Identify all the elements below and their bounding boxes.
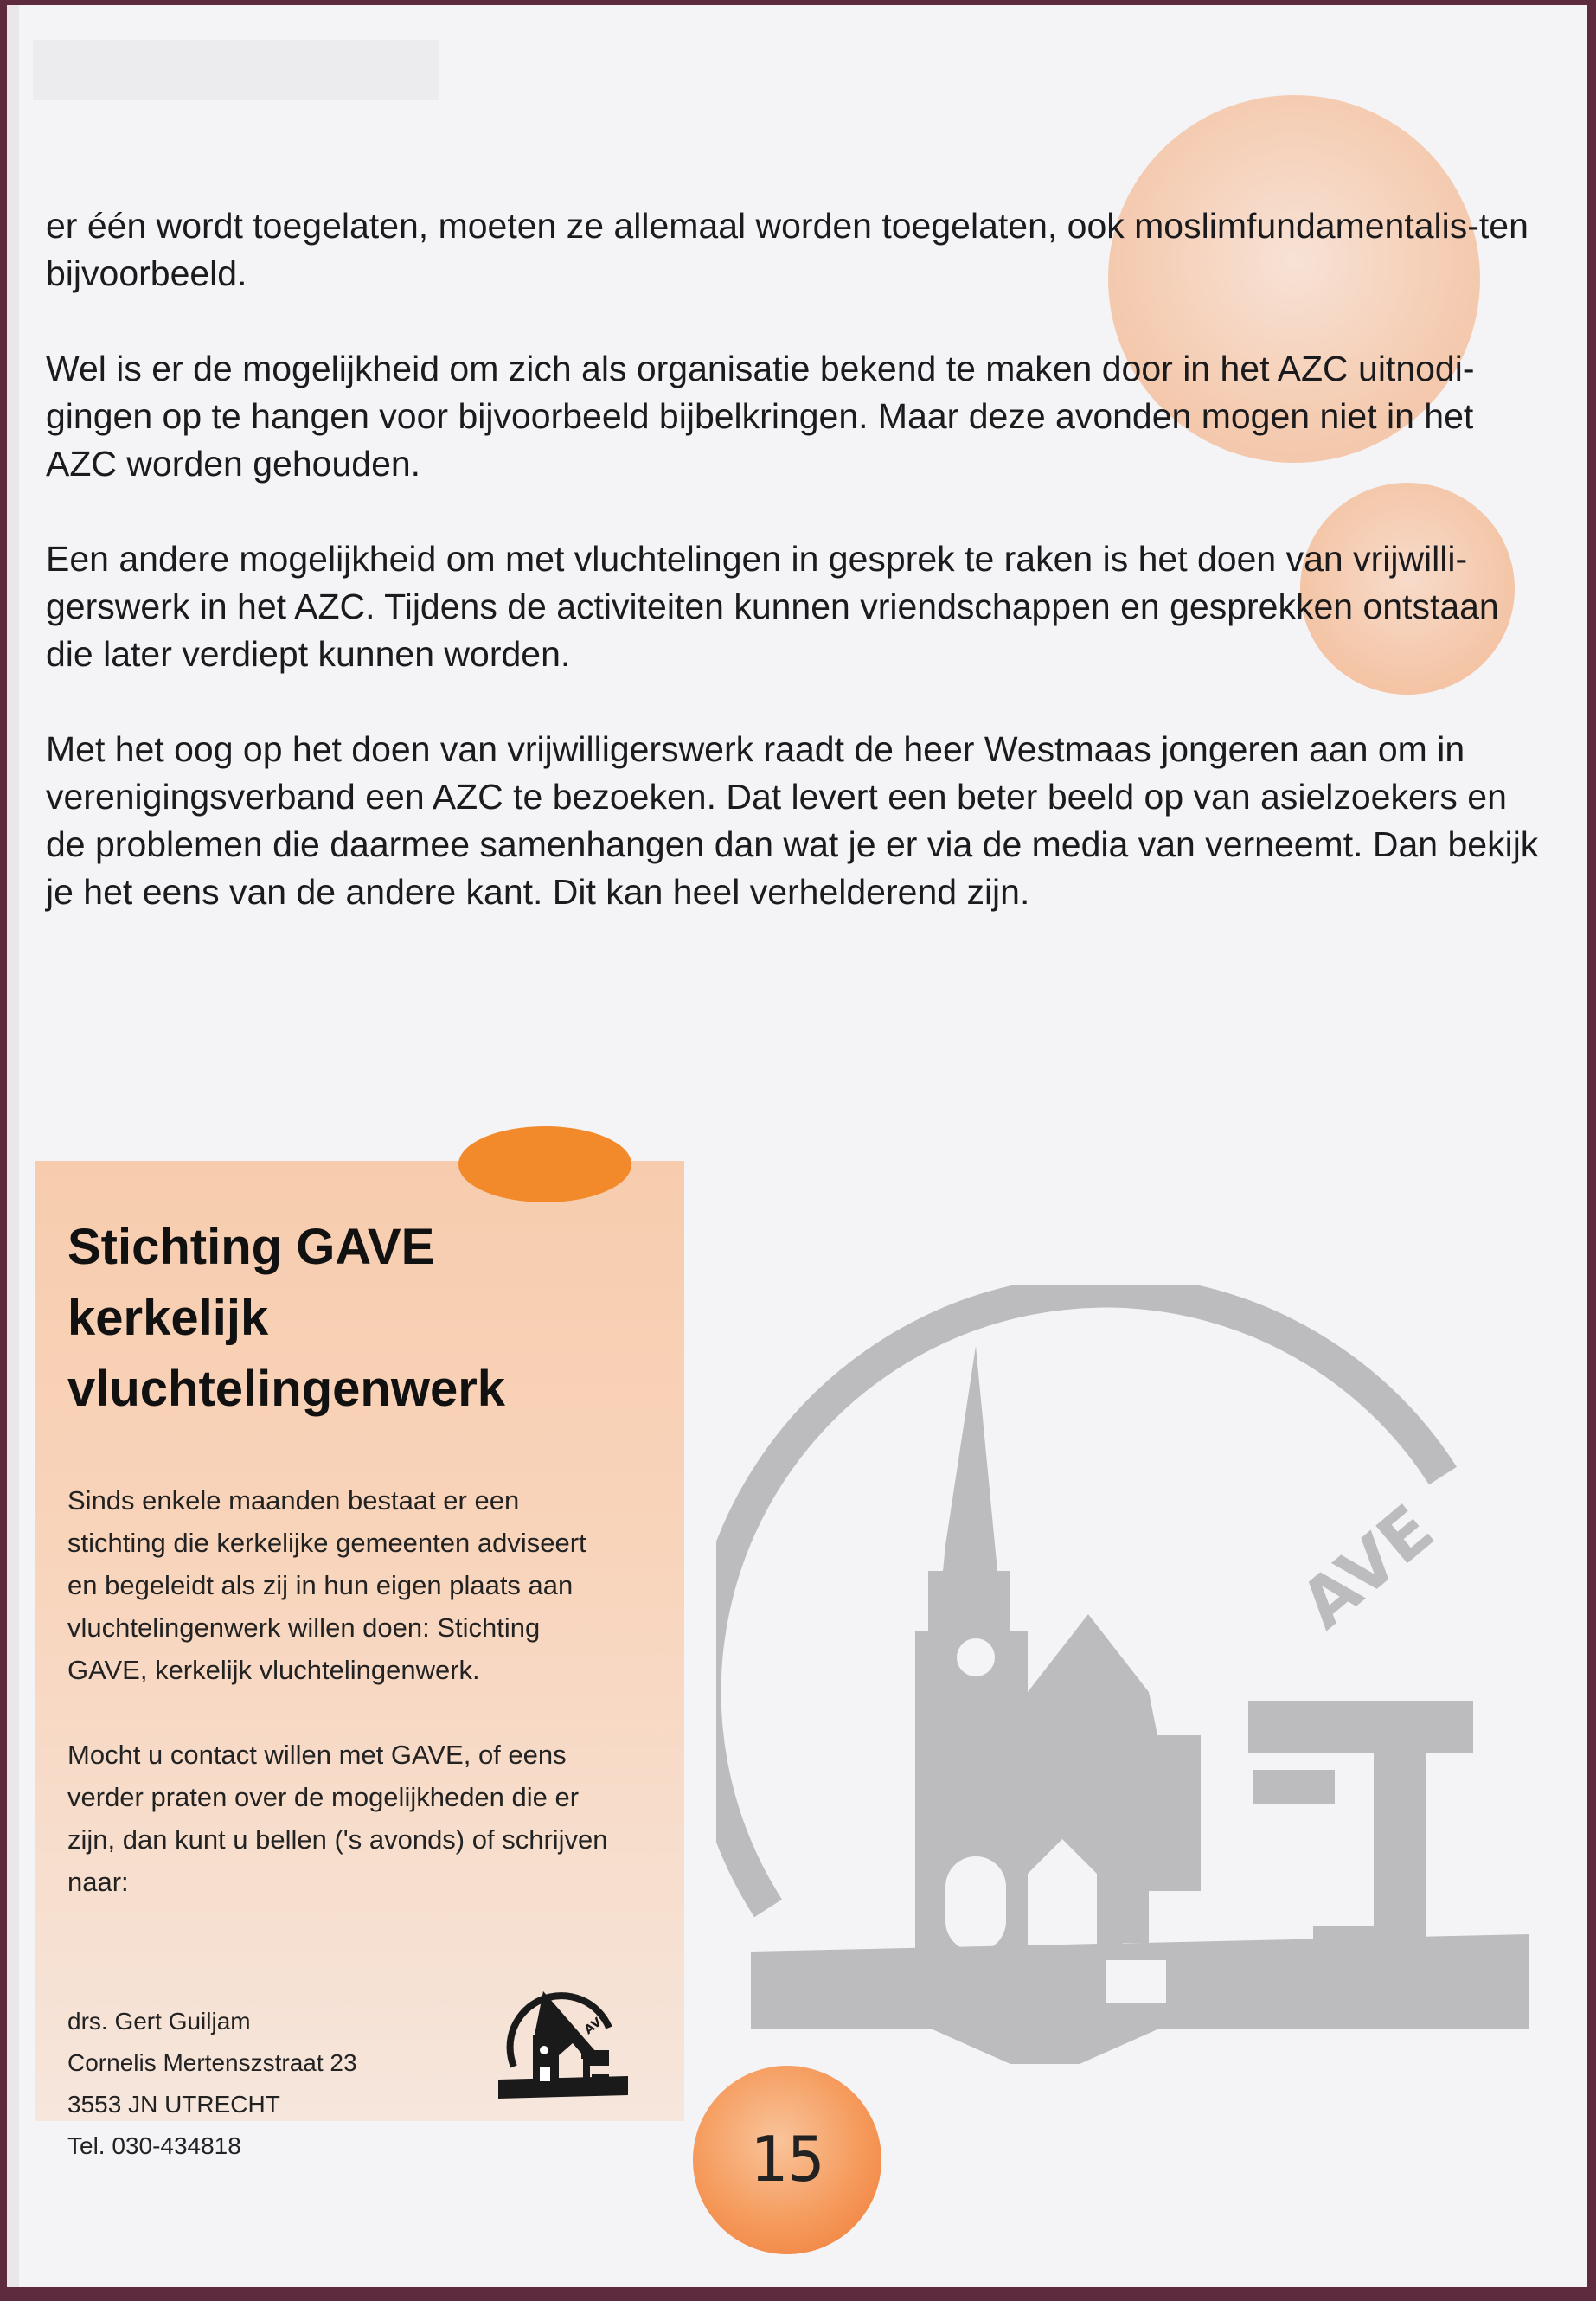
page-edge — [7, 5, 19, 2287]
page-number: 15 — [749, 2123, 825, 2195]
gave-logo-large-icon — [716, 1285, 1529, 2064]
body-paragraph: Een andere mogelijkheid om met vluchtelingen in gesprek te raken is het doen van vrijwilli-gerswerk in het AZC. Tijdens de activiteiten kunnen vriendschappen en gesprekken ontstaan die later verdiept kunnen worden. — [46, 539, 1499, 674]
mini-logo-text: AVE — [581, 2009, 612, 2038]
info-paragraph: Sinds enkele maanden bestaat er een stichting die kerkelijke gemeenten adviseert en begeleidt als zij in hun eigen plaats aan vluchtelingenwerk willen doen: Stichting GAVE, kerkelijk vluchtelingenwerk. — [67, 1485, 586, 1685]
title-line: kerkelijk — [67, 1290, 269, 1346]
info-box-text — [67, 1479, 621, 1945]
body-paragraph: Met het oog op het doen van vrijwilligerswerk raadt de heer Westmaas jongeren aan om in verenigingsverband een AZC te bezoeken. Dat levert een beter beeld op van asielzoekers en de problemen die daarmee samenhangen dan wat je er via de media van verneemt. Dan bekijk je het eens van de andere kant. Dit kan heel verhelderend zijn. — [46, 729, 1539, 912]
info-paragraph: Mocht u contact willen met GAVE, of eens verder praten over de mogelijkheden die er zijn, dan kunt u bellen ('s avonds) of schrijven naar: — [67, 1740, 608, 1897]
address-line: drs. Gert Guiljam — [67, 2008, 251, 2035]
address-line: Tel. 030-434818 — [67, 2132, 241, 2159]
document-page — [7, 5, 1587, 2287]
body-paragraph: er één wordt toegelaten, moeten ze allemaal worden toegelaten, ook moslimfundamentalis-ten bijvoorbeeld. — [46, 206, 1529, 293]
contact-address — [67, 2001, 357, 2167]
orange-oval-accent — [458, 1126, 631, 1202]
body-text — [46, 202, 1542, 964]
faint-band — [33, 40, 439, 100]
title-line: Stichting GAVE — [67, 1219, 435, 1275]
address-line: 3553 JN UTRECHT — [67, 2091, 280, 2118]
body-paragraph: Wel is er de mogelijkheid om zich als organisatie bekend te maken door in het AZC uitnodi-gingen op te hangen voor bijvoorbeeld bijbelkringen. Maar deze avonden mogen niet in het AZC worden gehouden. — [46, 349, 1475, 484]
address-line: Cornelis Mertenszstraat 23 — [67, 2049, 357, 2076]
gave-logo-small-icon — [498, 1984, 628, 2101]
logo-text: AVE — [1286, 1490, 1449, 1644]
info-box-title — [67, 1212, 505, 1425]
title-line: vluchtelingenwerk — [67, 1361, 506, 1417]
